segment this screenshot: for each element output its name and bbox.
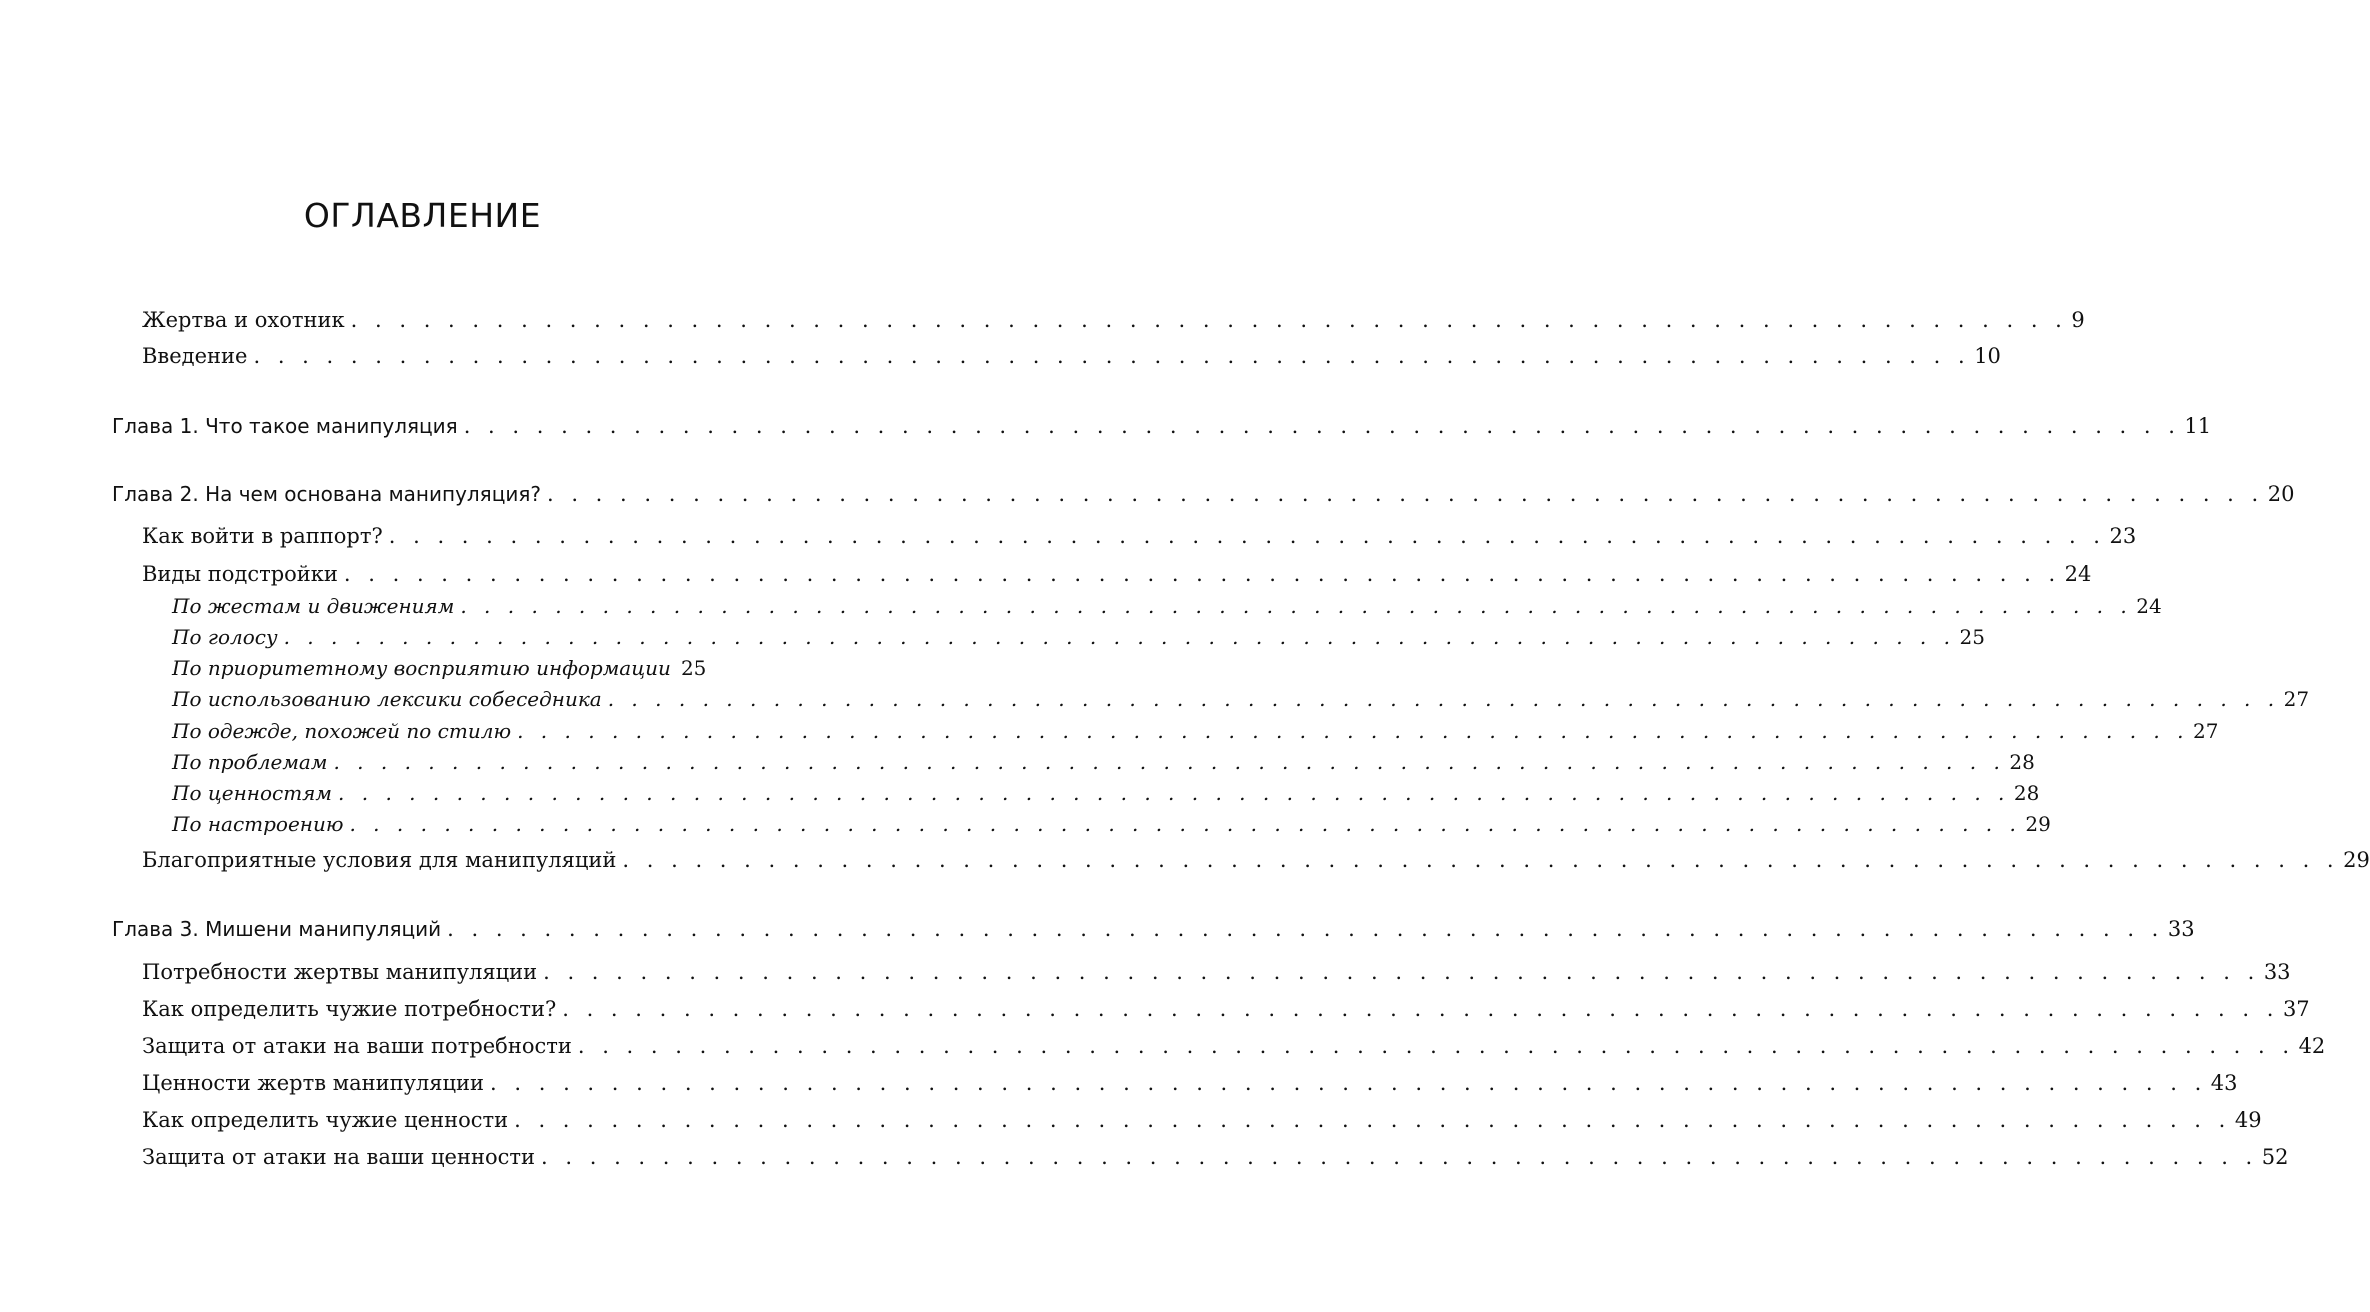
dot-leader: . . . . . . . . . . . . . . . . . . . . . . . . . . . . . . . . . . . . . . . . . . . . . . . . . . . . . . . . . . . . . . . . . . . . . . . (338, 781, 2010, 805)
toc-entry[interactable] (142, 524, 2137, 548)
toc-chapter[interactable] (112, 414, 2212, 438)
dot-leader: . . . . . . . . . . . . . . . . . . . . . . . . . . . . . . . . . . . . . . . . . . . . . . . . . . . . . . . . . . . . . . . . . . . . . . . (490, 1071, 2207, 1095)
toc-entry-title: Потребности жертвы манипуляции (142, 960, 538, 984)
toc-entry-page: 28 (2009, 750, 2035, 774)
toc-chapter-title: Глава 2. На чем основана манипуляция? (112, 482, 541, 506)
toc-subentry-title: По ценностям (172, 781, 333, 805)
toc-entry-page: 28 (2013, 781, 2040, 805)
toc-entry-page: 23 (2109, 524, 2137, 548)
toc-entry-page: 33 (2167, 917, 2195, 941)
dot-leader: . . . . . . . . . . . . . . . . . . . . . . . . . . . . . . . . . . . . . . . . . . . . . . . . . . . . . . . . . . . . . . . . . . . . . . . (350, 308, 2068, 332)
toc-subentry[interactable] (172, 687, 2310, 711)
dot-leader: . . . . . . . . . . . . . . . . . . . . . . . . . . . . . . . . . . . . . . . . . . . . . . . . . . . . . . . . . . . . . . . . . . . . . . . (460, 594, 2133, 618)
toc-entry-title: Как определить чужие потребности? (142, 997, 557, 1021)
toc-entry-page: 25 (1959, 625, 1985, 649)
toc-subentry[interactable] (172, 656, 707, 680)
toc-entry[interactable] (142, 1145, 2289, 1169)
toc-entry-page: 33 (2263, 960, 2291, 984)
toc-entry-title: Благоприятные условия для манипуляций (142, 848, 617, 872)
toc-entry-page: 11 (2184, 414, 2212, 438)
dot-leader: . . . . . . . . . . . . . . . . . . . . . . . . . . . . . . . . . . . . . . . . . . . . . . . . . . . . . . . . . . . . . . . . . . . . . . . (447, 917, 2164, 941)
dot-leader: . . . . . . . . . . . . . . . . . . . . . . . . . . . . . . . . . . . . . . . . . . . . . . . . . . . . . . . . . . . . . . . . . . . . . . . (541, 1145, 2258, 1169)
toc-subentry[interactable] (172, 625, 1985, 649)
dot-leader: . . . . . . . . . . . . . . . . . . . . . . . . . . . . . . . . . . . . . . . . . . . . . . . . . . . . . . . . . . . . . . . . . . . . . . . (543, 960, 2260, 984)
toc-subentry[interactable] (172, 594, 2162, 618)
toc-entry-title: Защита от атаки на ваши ценности (142, 1145, 536, 1169)
toc-chapter[interactable] (112, 917, 2195, 941)
toc-entry-page: 52 (2261, 1145, 2289, 1169)
dot-leader: . . . . . . . . . . . . . . . . . . . . . . . . . . . . . . . . . . . . . . . . . . . . . . . . . . . . . . . . . . . . . . . . . . . . . . . (577, 1034, 2295, 1058)
toc-subentry-title: По одежде, похожей по стилю (172, 719, 512, 743)
toc-entry-page: 9 (2071, 308, 2085, 332)
dot-leader: . . . . . . . . . . . . . . . . . . . . . . . . . . . . . . . . . . . . . . . . . . . . . . . . . . . . . . . . . . . . . . . . . . . . . . . (333, 750, 2006, 774)
dot-leader: . . . . . . . . . . . . . . . . . . . . . . . . . . . . . . . . . . . . . . . . . . . . . . . . . . . . . . . . . . . . . . . . . . . . . . . (622, 848, 2340, 872)
toc-entry-title: Защита от атаки на ваши потребности (142, 1034, 572, 1058)
toc-entry-page: 49 (2234, 1108, 2262, 1132)
toc-subentry-title: По жестам и движениям (172, 594, 455, 618)
toc-entry[interactable] (142, 1034, 2326, 1058)
dot-leader: . . . . . . . . . . . . . . . . . . . . . . . . . . . . . . . . . . . . . . . . . . . . . . . . . . . . . . . . . . . . . . . . . . . . . . . (388, 524, 2106, 548)
toc-chapter-title: Глава 3. Мишени манипуляций (112, 917, 442, 941)
dot-leader: . . . . . . . . . . . . . . . . . . . . . . . . . . . . . . . . . . . . . . . . . . . . . . . . . . . . . . . . . . . . . . . . . . . . . . . (562, 997, 2279, 1021)
toc-entry[interactable] (142, 997, 2310, 1021)
toc-entry-page: 25 (680, 656, 707, 680)
toc-entry[interactable] (142, 562, 2092, 586)
toc-entry-title: Как определить чужие ценности (142, 1108, 509, 1132)
toc-entry-page: 29 (2025, 812, 2051, 836)
toc-entry[interactable] (142, 344, 2001, 368)
toc-subentry-title: По настроению (172, 812, 344, 836)
toc-entry-page: 27 (2283, 687, 2310, 711)
dot-leader: . . . . . . . . . . . . . . . . . . . . . . . . . . . . . . . . . . . . . . . . . . . . . . . . . . . . . . . . . . . . . . . . . . . . . . . (343, 562, 2061, 586)
toc-entry-page: 43 (2210, 1071, 2238, 1095)
toc-subentry[interactable] (172, 781, 2040, 805)
toc-entry-title: Виды подстройки (142, 562, 338, 586)
toc-subentry-title: По проблемам (172, 750, 328, 774)
dot-leader: . . . . . . . . . . . . . . . . . . . . . . . . . . . . . . . . . . . . . . . . . . . . . . . . . . . . . . . . . . . . . . . . . . . . . . . (283, 625, 1956, 649)
toc-entry-page: 37 (2282, 997, 2310, 1021)
toc-chapter-title: Глава 1. Что такое манипуляция (112, 414, 458, 438)
toc-entry-page: 20 (2267, 482, 2295, 506)
toc-subentry[interactable] (172, 719, 2219, 743)
toc-entry-page: 10 (1974, 344, 2001, 368)
toc-subentry[interactable] (172, 812, 2051, 836)
toc-entry[interactable] (142, 848, 2370, 872)
toc-entry-title: Введение (142, 344, 248, 368)
toc-subentry-title: По приоритетному восприятию информации (172, 656, 671, 680)
toc-entry[interactable] (142, 1108, 2262, 1132)
dot-leader: . . . . . . . . . . . . . . . . . . . . . . . . . . . . . . . . . . . . . . . . . . . . . . . . . . . . . . . . . . . . . . . . . . . . . . . (463, 414, 2181, 438)
toc-subentry-title: По голосу (172, 625, 278, 649)
toc-entry-title: Жертва и охотник (142, 308, 345, 332)
dot-leader: . . . . . . . . . . . . . . . . . . . . . . . . . . . . . . . . . . . . . . . . . . . . . . . . . . . . . . . . . . . . . . . . . . . . . . . (517, 719, 2189, 743)
toc-entry-page: 42 (2298, 1034, 2326, 1058)
dot-leader: . . . . . . . . . . . . . . . . . . . . . . . . . . . . . . . . . . . . . . . . . . . . . . . . . . . . . . . . . . . . . . . . . . . . . . . (514, 1108, 2231, 1132)
toc-entry[interactable] (142, 308, 2085, 332)
toc-entry-page: 27 (2192, 719, 2219, 743)
toc-subentry[interactable] (172, 750, 2035, 774)
toc-entry[interactable] (142, 960, 2291, 984)
dot-leader: . . . . . . . . . . . . . . . . . . . . . . . . . . . . . . . . . . . . . . . . . . . . . . . . . . . . . . . . . . . . . . . . . . . . . . . (546, 482, 2264, 506)
toc-entry-title: Ценности жертв манипуляции (142, 1071, 485, 1095)
dot-leader: . . . . . . . . . . . . . . . . . . . . . . . . . . . . . . . . . . . . . . . . . . . . . . . . . . . . . . . . . . . . . . . . . . . . . . . (349, 812, 2022, 836)
dot-leader: . . . . . . . . . . . . . . . . . . . . . . . . . . . . . . . . . . . . . . . . . . . . . . . . . . . . . . . . . . . . . . . . . . . . . . . (253, 344, 1971, 368)
toc-subentry-title: По использованию лексики собеседника (172, 687, 602, 711)
toc-chapter[interactable] (112, 482, 2295, 506)
dot-leader: . . . . . . . . . . . . . . . . . . . . . . . . . . . . . . . . . . . . . . . . . . . . . . . . . . . . . . . . . . . . . . . . . . . . . . . (607, 687, 2280, 711)
toc-entry-page: 24 (2064, 562, 2092, 586)
page-title: ОГЛАВЛЕНИЕ (303, 196, 542, 235)
toc-entry-page: 24 (2136, 594, 2162, 618)
toc-entry[interactable] (142, 1071, 2238, 1095)
toc-entry-page: 29 (2343, 848, 2370, 872)
toc-entry-title: Как войти в раппорт? (142, 524, 383, 548)
